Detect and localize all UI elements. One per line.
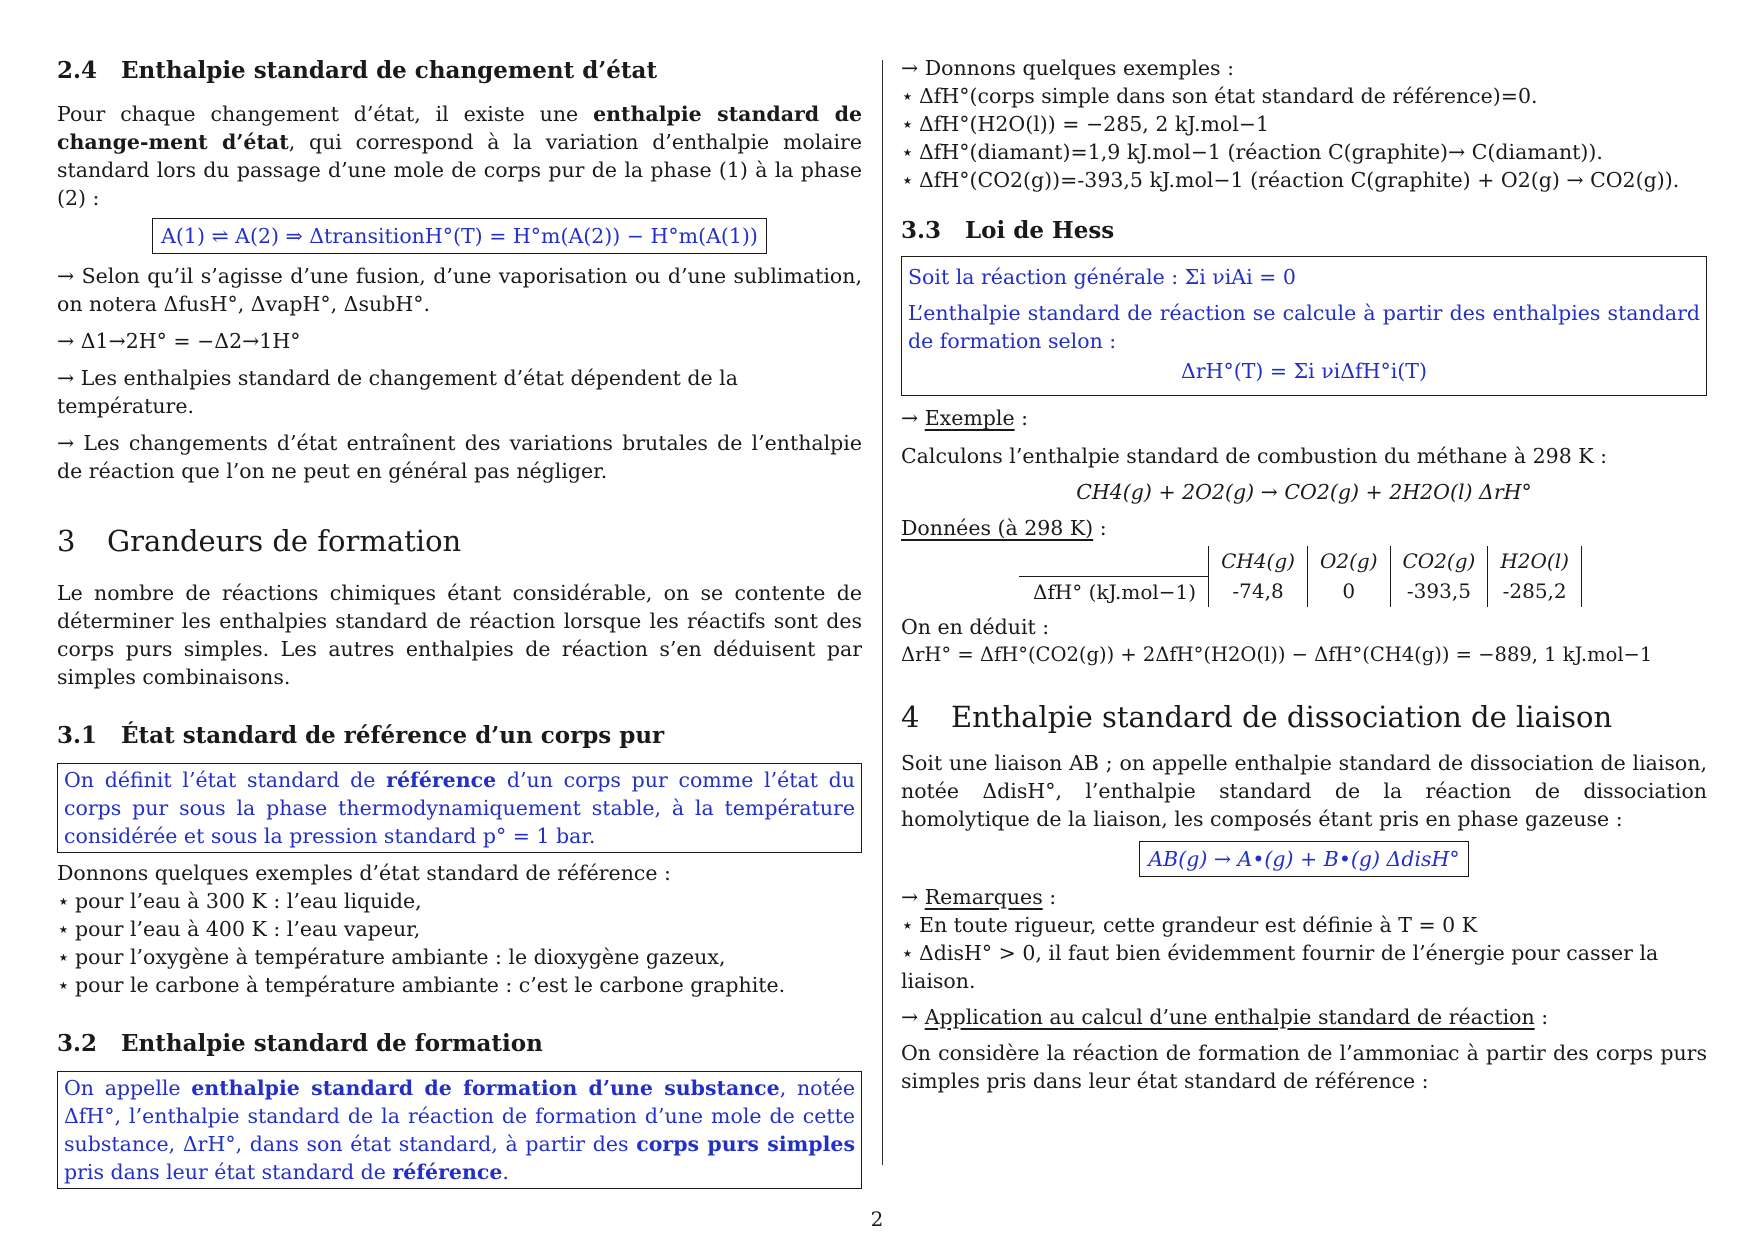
- table-header: CH4(g): [1209, 546, 1308, 576]
- list-item: ⋆ pour l’eau à 400 K : l’eau vapeur,: [57, 917, 421, 941]
- paragraph-changement-etat: Pour chaque changement d’état, il existe une enthalpie standard de change-ment d’état, qui correspond à la variation d’enthalpie molaire standard lors du passage d’une mole de corps pur de la phase (1) à la phase (2) :: [57, 102, 863, 210]
- note-temperature: → Les enthalpies standard de changement d’état dépendent de la température.: [57, 366, 738, 418]
- column-divider: [882, 60, 883, 1165]
- table-corner: [1019, 546, 1209, 576]
- list-item: ⋆ ΔfH°(diamant)=1,9 kJ.mol−1 (réaction C(graphite)→ C(diamant)).: [901, 140, 1603, 164]
- star-bullet-icon: ⋆: [57, 917, 70, 941]
- note-variations-brutales: → Les changements d’état entraînent des variations brutales de l’enthalpie de réaction que l’on ne peut en général pas négliger.: [57, 431, 862, 483]
- table-header: O2(g): [1307, 546, 1390, 576]
- definition-box-formation: On appelle enthalpie standard de formation d’une substance, notée ΔfH°, l’enthalpie standard de la réaction de formation d’une mole de cette substance, ΔrH°, dans son état standard, à partir des corps purs simples pris dans leur état standard de référence.: [57, 1071, 862, 1189]
- table-header: CO2(g): [1390, 546, 1488, 576]
- star-bullet-icon: ⋆: [57, 973, 70, 997]
- star-bullet-icon: ⋆: [901, 912, 914, 937]
- table-cell: -285,2: [1488, 576, 1582, 607]
- star-bullet-icon: ⋆: [901, 940, 914, 965]
- example-heading: → Exemple :: [901, 406, 1029, 430]
- table-header: H2O(l): [1488, 546, 1582, 576]
- list-item: ⋆ pour le carbone à température ambiante : c’est le carbone graphite.: [57, 973, 786, 997]
- star-bullet-icon: ⋆: [901, 140, 914, 164]
- examples-intro-right: → Donnons quelques exemples :: [901, 56, 1234, 80]
- section-heading-3-2: 3.2 Enthalpie standard de formation: [57, 1030, 543, 1057]
- equation-transition-wrapper: [57, 218, 862, 254]
- section-heading-4: 4 Enthalpie standard de dissociation de liaison: [901, 699, 1613, 734]
- data-heading: Données (à 298 K) :: [901, 516, 1107, 540]
- list-item: ⋆ ΔfH°(CO2(g))=-393,5 kJ.mol−1 (réaction C(graphite) + O2(g) → CO2(g)).: [901, 168, 1680, 192]
- paragraph-dissociation: Soit une liaison AB ; on appelle enthalpie standard de dissociation de liaison, notée ΔdisH°, l’enthalpie standard de la réaction de dissociation homolytique de la liaison, les composés étant pris en phase gazeuse :: [901, 750, 1707, 831]
- remarks-heading: → Remarques :: [901, 884, 1057, 909]
- equation-dissociation-wrapper: [901, 841, 1707, 877]
- examples-intro: Donnons quelques exemples d’état standard de référence :: [57, 861, 671, 885]
- note-fusion-vaporisation: → Selon qu’il s’agisse d’une fusion, d’une vaporisation ou d’une sublimation, on notera ΔfusH°, ΔvapH°, ΔsubH°.: [57, 264, 862, 316]
- section-heading-3: 3 Grandeurs de formation: [57, 524, 462, 558]
- application-text: On considère la réaction de formation de l’ammoniac à partir des corps purs simples pris dans leur état standard de référence :: [901, 1040, 1707, 1093]
- table-row-label: ΔfH° (kJ.mol−1): [1019, 576, 1209, 607]
- note-inversion: → Δ1→2H° = −Δ2→1H°: [57, 329, 301, 353]
- paragraph-grandeurs-formation: Le nombre de réactions chimiques étant considérable, on se contente de déterminer les enthalpies standard de réaction lorsque les réactifs sont des corps purs simples. Les autres enthalpies de réaction s’en déduisent par simples combinaisons.: [57, 581, 862, 689]
- formation-enthalpy-table: [1019, 546, 1582, 607]
- equation-transition: A(1) ⇌ A(2) ⇒ ΔtransitionH°(T) = H°m(A(2)) − H°m(A(1)): [152, 218, 767, 254]
- equation-dissociation: AB(g) → A•(g) + B•(g) ΔdisH°: [1139, 841, 1468, 877]
- result-equation: ΔrH° = ΔfH°(CO2(g)) + 2ΔfH°(H2O(l)) − ΔfH°(CH4(g)) = −889, 1 kJ.mol−1: [901, 642, 1653, 666]
- deduce-text: On en déduit :: [901, 614, 1050, 639]
- list-item: ⋆ ΔfH°(H2O(l)) = −285, 2 kJ.mol−1: [901, 112, 1270, 136]
- list-item: ⋆ En toute rigueur, cette grandeur est définie à T = 0 K: [901, 912, 1478, 937]
- example-text: Calculons l’enthalpie standard de combustion du méthane à 298 K :: [901, 444, 1607, 468]
- table-cell: 0: [1307, 576, 1390, 607]
- hess-statement: L’enthalpie standard de réaction se calcule à partir des enthalpies standard de formation selon :: [908, 301, 1700, 353]
- hess-formula: ΔrH°(T) = Σi νiΔfH°i(T): [1181, 359, 1427, 383]
- hess-general-reaction: Soit la réaction générale : Σi νiAi = 0: [908, 265, 1296, 289]
- section-heading-3-1: 3.1 État standard de référence d’un corps pur: [57, 722, 665, 749]
- star-bullet-icon: ⋆: [57, 889, 70, 913]
- list-item: ⋆ ΔfH°(corps simple dans son état standard de référence)=0.: [901, 84, 1538, 108]
- list-item: ⋆ pour l’oxygène à température ambiante : le dioxygène gazeux,: [57, 945, 726, 969]
- section-heading-3-3: 3.3 Loi de Hess: [901, 217, 1115, 244]
- methane-reaction: CH4(g) + 2O2(g) → CO2(g) + 2H2O(l) ΔrH°: [1076, 480, 1532, 504]
- table-cell: -74,8: [1209, 576, 1308, 607]
- right-column: [901, 58, 1707, 1095]
- application-heading: → Application au calcul d’une enthalpie standard de réaction :: [901, 1004, 1549, 1029]
- list-item: ⋆ pour l’eau à 300 K : l’eau liquide,: [57, 889, 422, 913]
- definition-box-etat-standard: On définit l’état standard de référence d’un corps pur comme l’état du corps pur sous la phase thermodynamiquement stable, à la température considérée et sous la pression standard p° = 1 bar.: [57, 763, 862, 853]
- star-bullet-icon: ⋆: [901, 84, 914, 108]
- list-item: ⋆ ΔdisH° > 0, il faut bien évidemment fournir de l’énergie pour casser la liaison.: [901, 940, 1659, 993]
- left-column: [57, 58, 862, 1189]
- star-bullet-icon: ⋆: [901, 112, 914, 136]
- star-bullet-icon: ⋆: [901, 168, 914, 192]
- table-cell: -393,5: [1390, 576, 1488, 607]
- star-bullet-icon: ⋆: [57, 945, 70, 969]
- section-heading-2-4: 2.4 Enthalpie standard de changement d’état: [57, 57, 658, 84]
- hess-law-box: [901, 256, 1707, 396]
- page-number: 2: [870, 1207, 884, 1231]
